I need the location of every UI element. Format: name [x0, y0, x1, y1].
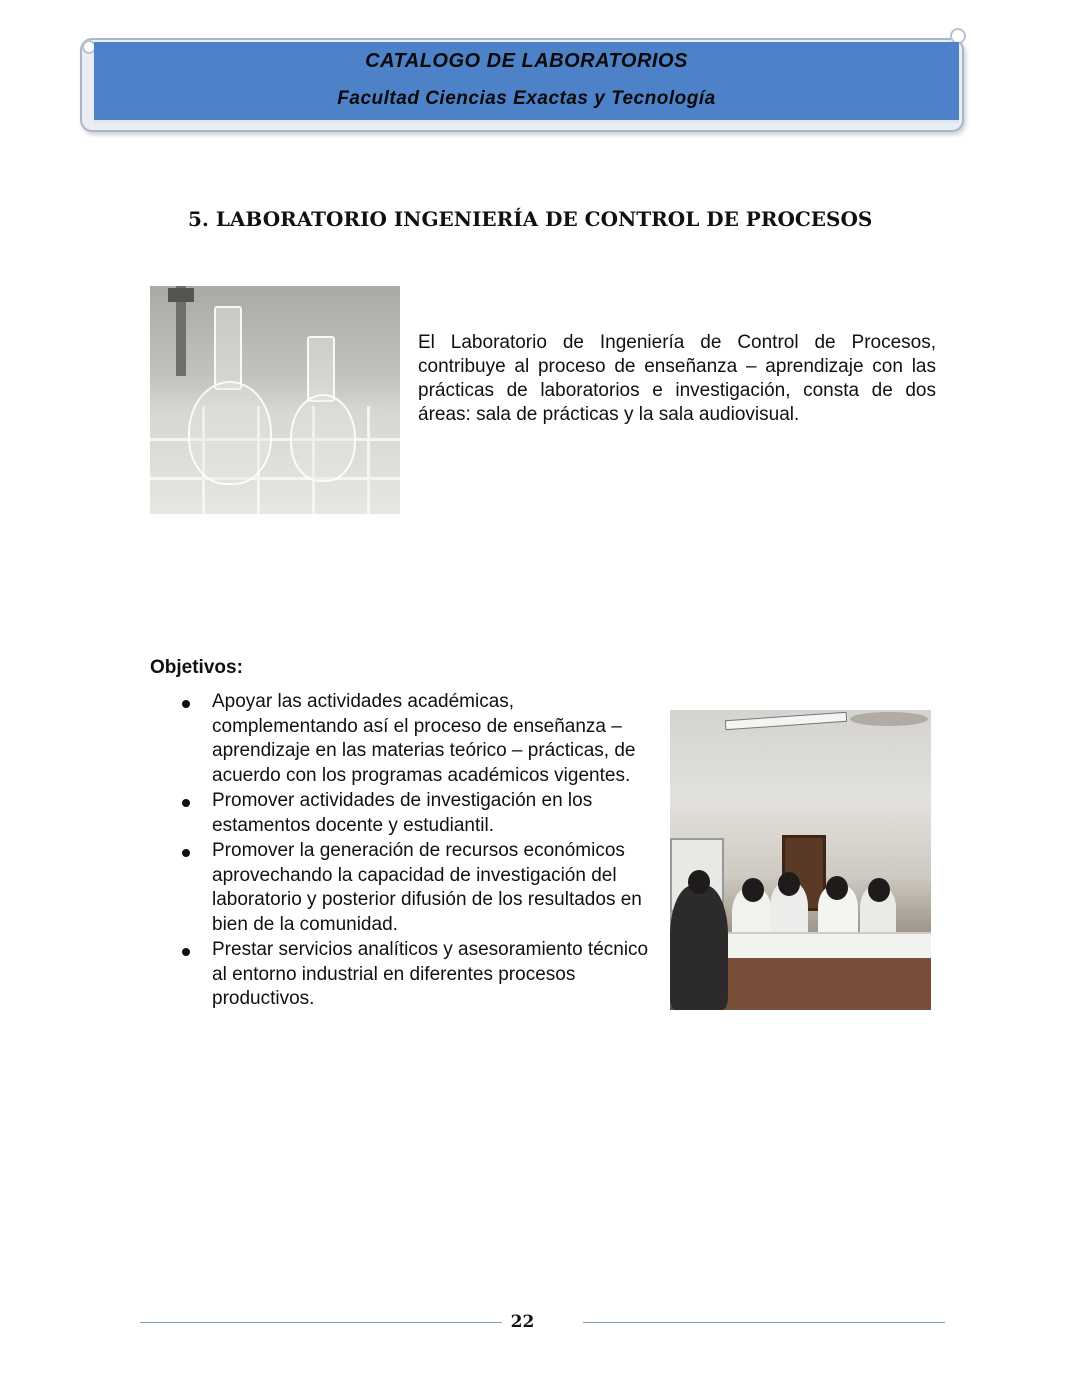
student-head [778, 872, 800, 896]
burette-clamp [168, 288, 194, 302]
footer-rule-left [140, 1322, 502, 1323]
page-number: 22 [510, 1312, 535, 1332]
catalog-title: CATALOGO DE LABORATORIOS [365, 50, 688, 72]
flask [290, 394, 356, 482]
flasks-photo [150, 286, 400, 514]
tile-counter [150, 406, 400, 514]
student-head [826, 876, 848, 900]
footer-rule-right [583, 1322, 945, 1323]
student-head [868, 878, 890, 902]
flask-neck [214, 306, 242, 390]
student-head [742, 878, 764, 902]
student [670, 885, 728, 1010]
objectives-list [212, 690, 662, 1013]
objectives-heading: Objetivos: [150, 657, 243, 678]
student-head [688, 870, 710, 894]
flask-neck [307, 336, 335, 402]
flask [188, 381, 272, 485]
lab-room-photo [670, 710, 931, 1010]
ceiling-lamp [725, 712, 847, 730]
faculty-subtitle: Facultad Ciencias Exactas y Tecnología [337, 88, 716, 109]
ceiling-fan [850, 712, 928, 726]
objective-item: Promover la generación de recursos económicos aprovechando la capacidad de investigación del laboratorio y posterior difusión de los resultados en bien de la comunidad. [212, 839, 662, 937]
header-banner [80, 28, 966, 132]
section-title: 5. LABORATORIO INGENIERÍA DE CONTROL DE PROCESOS [188, 207, 873, 231]
objective-item: Prestar servicios analíticos y asesoramiento técnico al entorno industrial en diferentes procesos productivos. [212, 938, 662, 1012]
objective-item: Apoyar las actividades académicas, complementando así el proceso de enseñanza – aprendizaje en las materias teórico – prácticas, de acuerdo con los programas académicos vigentes. [212, 690, 662, 788]
lab-bench-front [710, 958, 931, 1010]
banner-fill [94, 42, 959, 123]
intro-paragraph: El Laboratorio de Ingeniería de Control de Procesos, contribuye al proceso de enseñanza – aprendizaje con las prácticas de laboratorios e investigación, consta de dos áreas: sala de prácticas y la sala audiovisual. [418, 332, 936, 425]
objective-item: Promover actividades de investigación en los estamentos docente y estudiantil. [212, 789, 662, 838]
lab-bench-top [710, 932, 931, 960]
